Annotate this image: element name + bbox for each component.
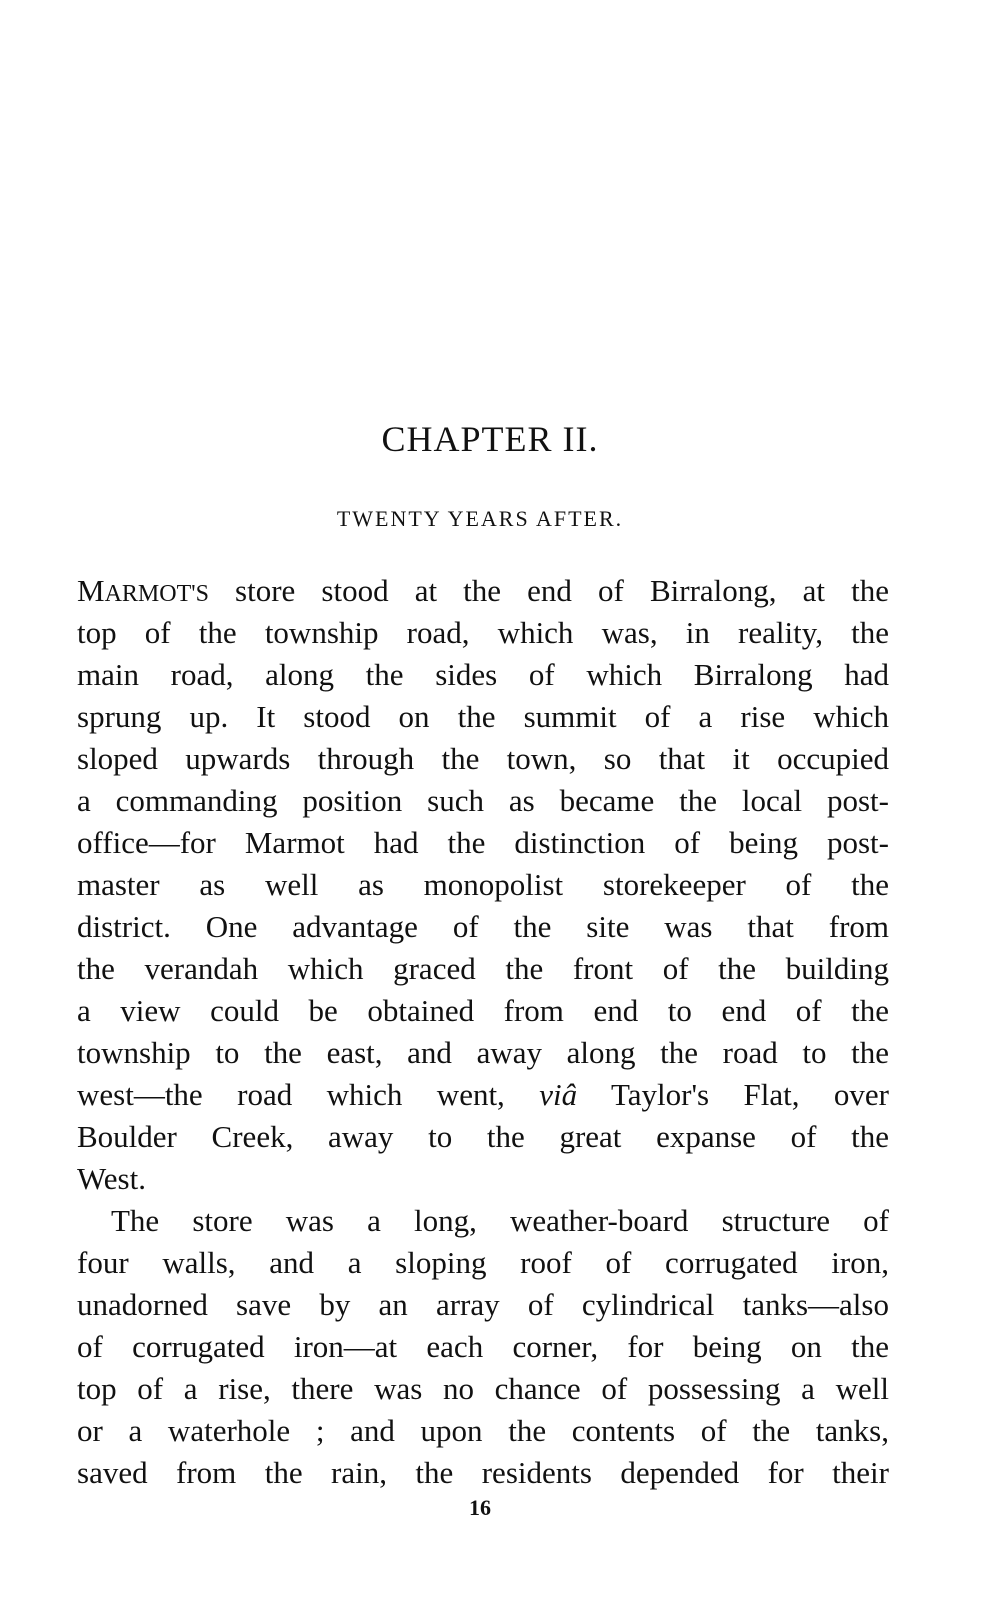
paragraph-2-line-4: of corrugated iron—at each corner, for being on the bbox=[77, 1329, 889, 1364]
paragraph-1-line-6: a commanding position such as became the local post- bbox=[77, 783, 889, 818]
paragraph-1-line-14: Boulder Creek, away to the great expanse of the bbox=[77, 1119, 889, 1154]
line-text-before: west—the road which went, bbox=[77, 1077, 540, 1112]
paragraph-1-line-1 bbox=[77, 570, 889, 612]
paragraph-1-line-2: top of the township road, which was, in reality, the bbox=[77, 615, 889, 650]
paragraph-1-line-7: office—for Marmot had the distinction of being post- bbox=[77, 825, 889, 860]
paragraph-1-line-5: sloped upwards through the town, so that it occupied bbox=[77, 741, 889, 776]
line-text-after: Taylor's Flat, over bbox=[577, 1077, 889, 1112]
paragraph-2-line-5: top of a rise, there was no chance of possessing a well bbox=[77, 1371, 889, 1406]
small-caps-initial: M bbox=[77, 573, 105, 608]
page-number: 16 bbox=[469, 1495, 491, 1520]
paragraph-1-line-3: main road, along the sides of which Birralong had bbox=[77, 657, 889, 692]
chapter-subtitle: TWENTY YEARS AFTER. bbox=[336, 506, 624, 531]
paragraph-2-line-3: unadorned save by an array of cylindrical tanks—also bbox=[77, 1287, 889, 1322]
paragraph-1-line-13 bbox=[77, 1074, 889, 1116]
paragraph-2-line-7: saved from the rain, the residents depended for their bbox=[77, 1455, 889, 1490]
line-text: store stood at the end of Birralong, at the bbox=[208, 573, 889, 608]
paragraph-1-line-10: the verandah which graced the front of the building bbox=[77, 951, 889, 986]
paragraph-1-line-4: sprung up. It stood on the summit of a rise which bbox=[77, 699, 889, 734]
paragraph-1-line-12: township to the east, and away along the road to the bbox=[77, 1035, 889, 1070]
paragraph-1-line-15: West. bbox=[77, 1161, 146, 1196]
paragraph-1-line-9: district. One advantage of the site was that from bbox=[77, 909, 889, 944]
chapter-title: CHAPTER II. bbox=[381, 419, 599, 459]
small-caps-rest: ARMOT'S bbox=[104, 581, 209, 607]
paragraph-1-line-8: master as well as monopolist storekeeper of the bbox=[77, 867, 889, 902]
paragraph-2-line-2: four walls, and a sloping roof of corrugated iron, bbox=[77, 1245, 889, 1280]
paragraph-1-line-11: a view could be obtained from end to end of the bbox=[77, 993, 889, 1028]
paragraph-2-line-1: The store was a long, weather-board structure of bbox=[111, 1203, 889, 1238]
paragraph-2-line-6: or a waterhole ; and upon the contents of the tanks, bbox=[77, 1413, 889, 1448]
italic-word: viâ bbox=[539, 1077, 578, 1112]
